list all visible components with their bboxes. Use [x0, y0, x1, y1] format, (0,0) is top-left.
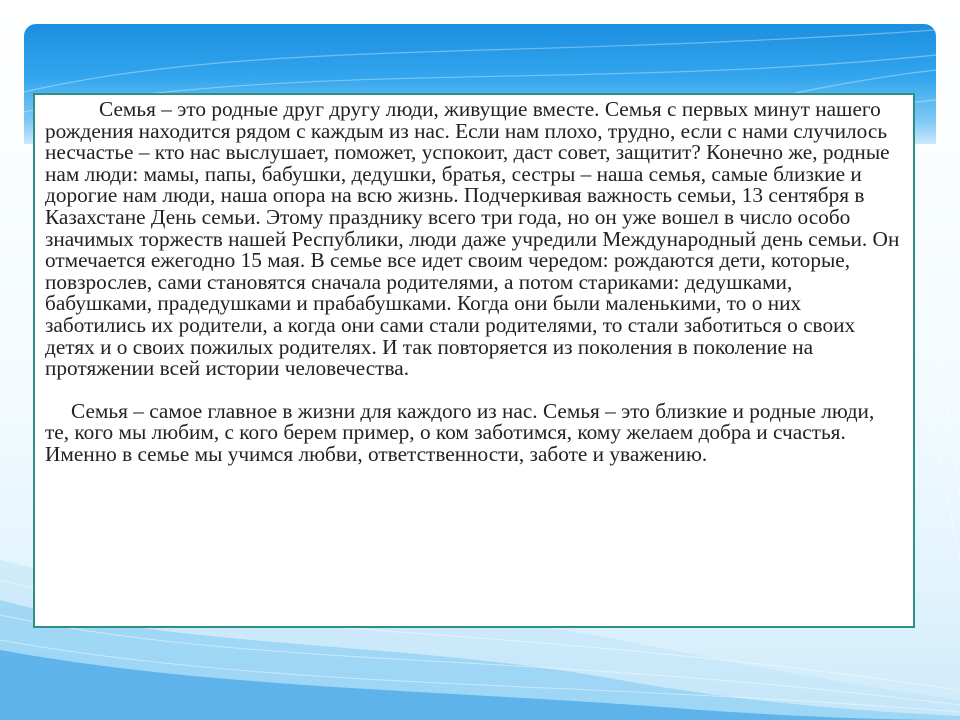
paragraph-2: Семья – самое главное в жизни для каждого из нас. Семья – это близкие и родные люди, те, кого мы любим, с кого берем пример, о ком заботимся, кому желаем добра и счастья. Именно в семье мы учимся любви, ответственности, заботе и уважению.: [45, 398, 875, 466]
paragraph-1: Семья – это родные друг другу люди, живущие вместе. Семья с первых минут нашего рождения находится рядом с каждым из нас. Если нам плохо, трудно, если с нами случилось несчастье – кто нас выслушает, поможет, успокоит, даст совет, защитит? Конечно же, родные нам люди: мамы, папы, бабушки, дедушки, братья, сестры – наша семья, самые близкие и дорогие нам люди, наша опора на всю жизнь. Подчеркивая важность семьи, 13 сентября в Казахстане День семьи. Этому празднику всего три года, но он уже вошел в число особо значимых торжеств нашей Республики, люди даже учредили Международный день семьи. Он отмечается ежегодно 15 мая. В семье все идет своим чередом: рождаются дети, которые, повзрослев, сами становятся сначала родителями, а потом стариками: дедушками, бабушками, прадедушками и прабабушками. Когда они были маленькими, то о них заботились их родители, а когда они сами стали родителями, то стали заботиться о своих детях и о своих пожилых родителях. И так повторяется из поколения в поколение на протяжении всей истории человечества.: [45, 97, 900, 381]
text-box: [33, 93, 915, 628]
